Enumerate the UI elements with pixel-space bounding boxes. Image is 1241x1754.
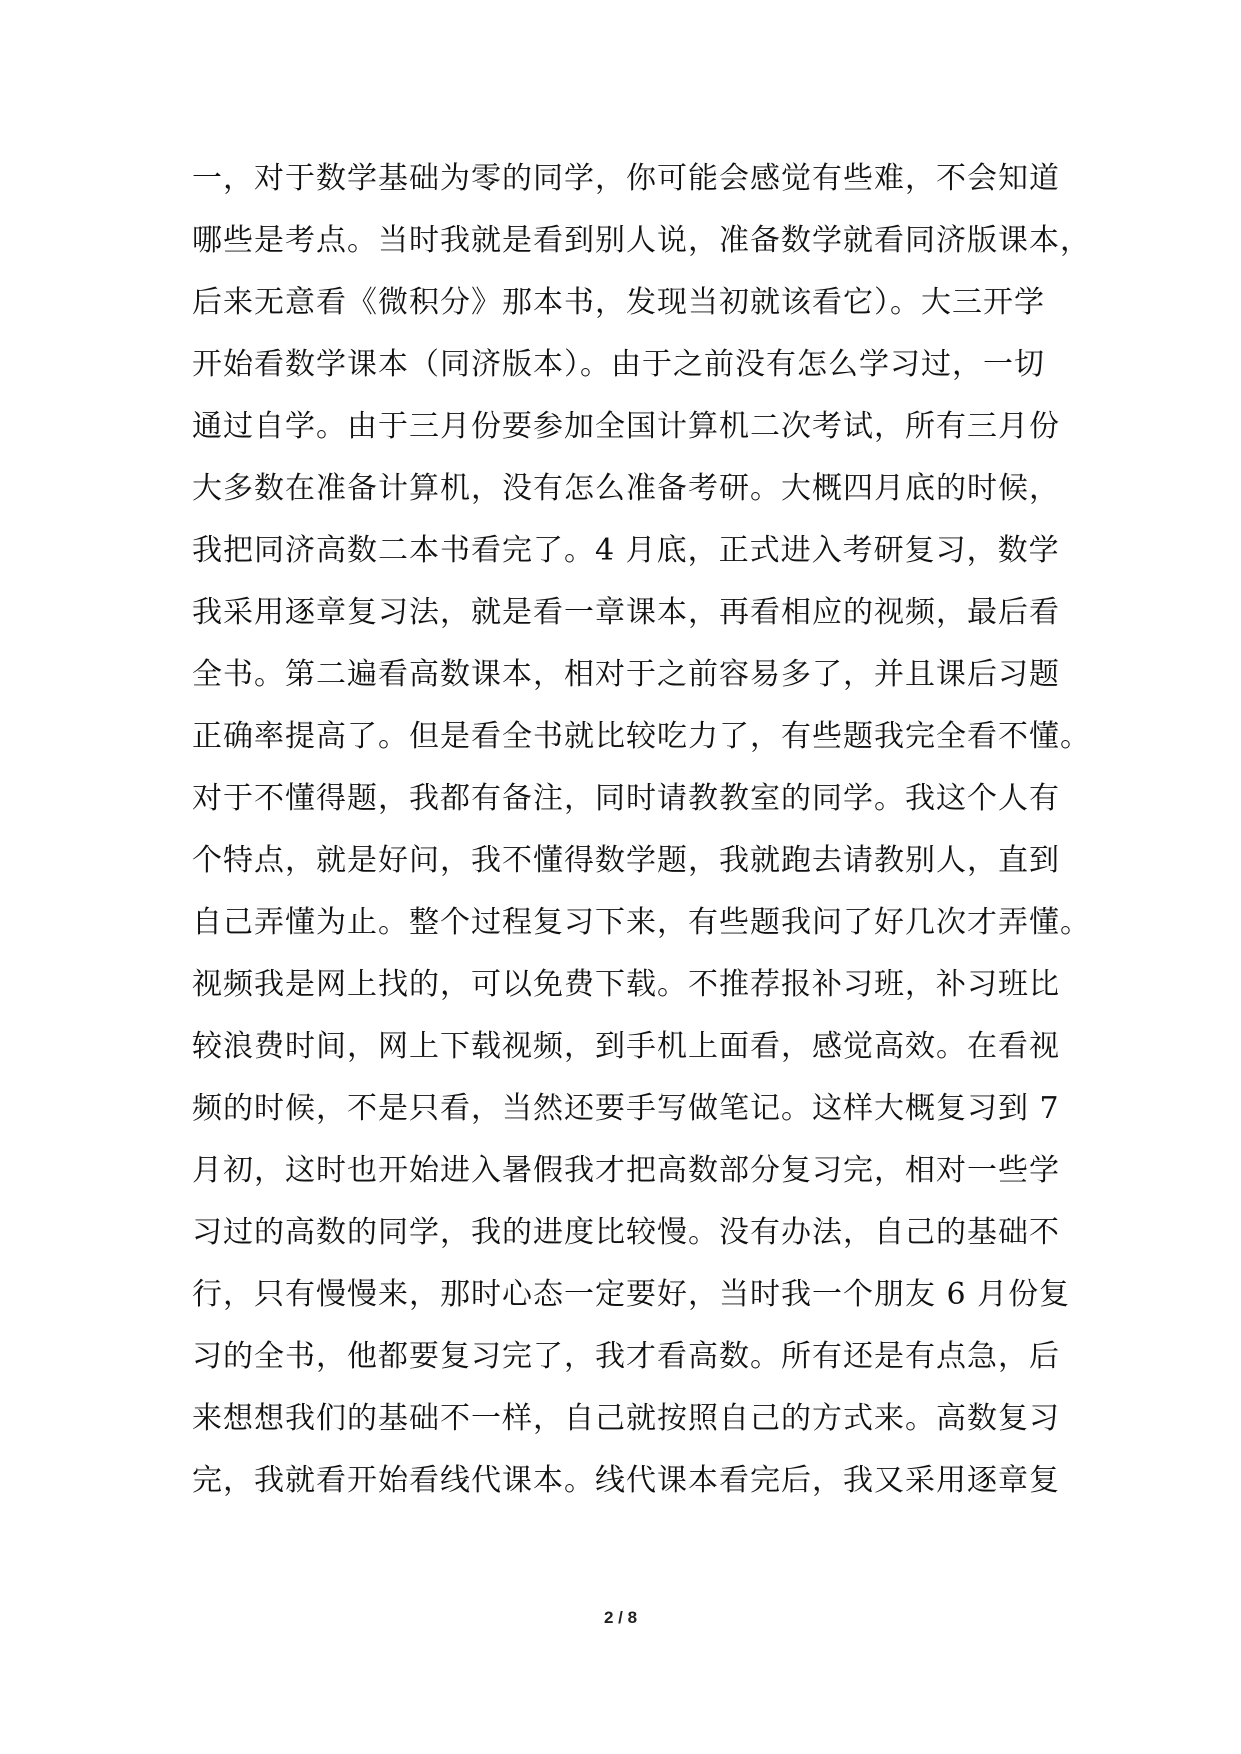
text-line: 通过自学。由于三月份要参加全国计算机二次考试，所有三月份 — [192, 409, 1060, 444]
text-line: 习过的高数的同学，我的进度比较慢。没有办法，自己的基础不 — [192, 1215, 1060, 1250]
text-line: 我采用逐章复习法，就是看一章课本，再看相应的视频，最后看 — [192, 595, 1060, 630]
text-line: 对于不懂得题，我都有备注，同时请教教室的同学。我这个人有 — [192, 781, 1060, 816]
text-line: 行，只有慢慢来，那时心态一定要好，当时我一个朋友 6 月份复 — [192, 1277, 1071, 1312]
text-line: 习的全书，他都要复习完了，我才看高数。所有还是有点急，后 — [192, 1339, 1060, 1374]
text-line: 较浪费时间，网上下载视频，到手机上面看，感觉高效。在看视 — [192, 1029, 1060, 1064]
text-line: 视频我是网上找的，可以免费下载。不推荐报补习班，补习班比 — [192, 967, 1060, 1002]
text-line: 完，我就看开始看线代课本。线代课本看完后，我又采用逐章复 — [192, 1463, 1060, 1498]
text-line: 来想想我们的基础不一样，自己就按照自己的方式来。高数复习 — [192, 1401, 1060, 1436]
text-line: 正确率提高了。但是看全书就比较吃力了，有些题我完全看不懂。 — [192, 719, 1091, 754]
text-line: 后来无意看《微积分》那本书，发现当初就该看它）。大三开学 — [192, 285, 1045, 320]
text-line: 月初，这时也开始进入暑假我才把高数部分复习完，相对一些学 — [192, 1153, 1060, 1188]
text-line: 频的时候，不是只看，当然还要手写做笔记。这样大概复习到 7 — [192, 1091, 1060, 1126]
text-line: 自己弄懂为止。整个过程复习下来，有些题我问了好几次才弄懂。 — [192, 905, 1091, 940]
text-line: 哪些是考点。当时我就是看到别人说，准备数学就看同济版课本， — [192, 223, 1091, 258]
text-line: 开始看数学课本（同济版本）。由于之前没有怎么学习过，一切 — [192, 347, 1045, 382]
page-number: 2 / 8 — [603, 1608, 638, 1627]
text-line: 个特点，就是好问，我不懂得数学题，我就跑去请教别人，直到 — [192, 843, 1060, 878]
body-paragraph — [192, 148, 1091, 1512]
text-line: 一，对于数学基础为零的同学，你可能会感觉有些难，不会知道 — [192, 161, 1060, 196]
text-line: 我把同济高数二本书看完了。4 月底，正式进入考研复习，数学 — [192, 533, 1060, 568]
text-line: 全书。第二遍看高数课本，相对于之前容易多了，并且课后习题 — [192, 657, 1060, 692]
text-line: 大多数在准备计算机，没有怎么准备考研。大概四月底的时候， — [192, 471, 1060, 506]
